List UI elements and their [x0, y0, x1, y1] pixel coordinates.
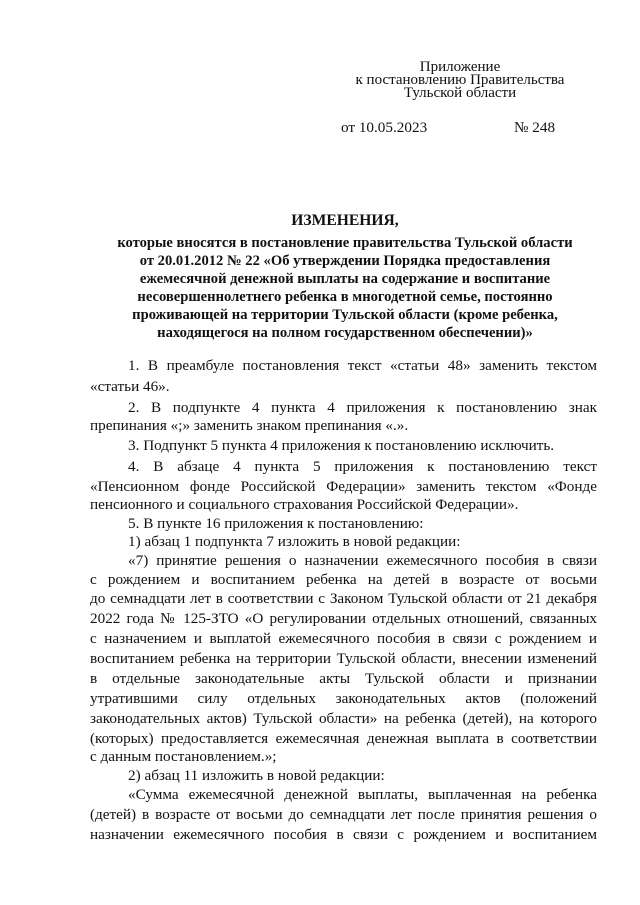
body-line: назначении ежемесячного пособия в связи с рождением и воспитанием: [90, 826, 597, 843]
title-line-4: несовершеннолетнего ребенка в многодетной семье, постоянно: [137, 289, 553, 305]
body-line: воспитанием ребенка на территории Тульской области, внесении изменений: [90, 650, 597, 667]
body-line: (которых) предоставляется ежемесячная денежная выплата в соответствии: [90, 730, 597, 747]
body-line: 2. В подпункте 4 пункта 4 приложения к постановлению знак: [128, 399, 597, 416]
body-line: 2022 года № 125-ЗТО «О регулировании отдельных отношений, связанных: [90, 610, 597, 627]
body-line: «статьи 46».: [90, 378, 170, 395]
body-line: 4. В абзаце 4 пункта 5 приложения к постановлению текст: [128, 458, 597, 475]
appendix-line-2: к постановлению Правительства: [355, 72, 565, 88]
body-line: 3. Подпункт 5 пункта 4 приложения к постановлению исключить.: [128, 437, 555, 454]
body-line: 1. В преамбуле постановления текст «статьи 48» заменить текстом: [128, 357, 597, 374]
body-line: с данным постановлением.»;: [90, 748, 277, 765]
body-line: 5. В пункте 16 приложения к постановлению:: [128, 515, 424, 532]
title-line-6: находящегося на полном государственном обеспечении)»: [157, 325, 533, 341]
document-date: от 10.05.2023: [341, 119, 428, 136]
body-line: законодательных актов) Тульской области» на ребенка (детей), на которого: [90, 710, 597, 727]
title-heading: ИЗМЕНЕНИЯ,: [291, 212, 399, 229]
body-line: «7) принятие решения о назначении ежемесячного пособия в связи: [128, 552, 597, 569]
title-line-5: проживающей на территории Тульской области (кроме ребенка,: [132, 307, 558, 323]
body-line: «Пенсионном фонде Российской Федерации» заменить текстом «Фонде: [90, 478, 597, 495]
body-line: пенсионного и социального страхования Российской Федерации».: [90, 496, 519, 513]
body-line: с назначением и выплатой ежемесячного пособия в связи с рождением и: [90, 630, 597, 647]
body-line: в отдельные законодательные акты Тульской области и признании: [90, 670, 597, 687]
body-line: (детей) в возрасте от восьми до семнадцати лет после принятия решения о: [90, 806, 597, 823]
body-line: «Сумма ежемесячной денежной выплаты, выплаченная на ребенка: [128, 786, 597, 803]
body-line: до семнадцати лет в соответствии с Законом Тульской области от 21 декабря: [90, 590, 597, 607]
title-line-3: ежемесячной денежной выплаты на содержание и воспитание: [139, 271, 551, 287]
body-line: с рождением и воспитанием ребенка на детей в возрасте от восьми: [90, 571, 597, 588]
body-line: 1) абзац 1 подпункта 7 изложить в новой редакции:: [128, 533, 461, 550]
body-line: утратившими силу отдельных законодательных актов (положений: [90, 690, 597, 707]
appendix-line-1: Приложение: [419, 59, 501, 75]
body-line: 2) абзац 11 изложить в новой редакции:: [128, 767, 385, 784]
body-line: препинания «;» заменить знаком препинания «.».: [90, 417, 409, 434]
appendix-line-3: Тульской области: [403, 85, 517, 101]
title-line-2: от 20.01.2012 № 22 «Об утверждении Порядка предоставления: [139, 253, 551, 269]
document-number: № 248: [514, 119, 556, 136]
title-line-1: которые вносятся в постановление правительства Тульской области: [117, 235, 573, 251]
